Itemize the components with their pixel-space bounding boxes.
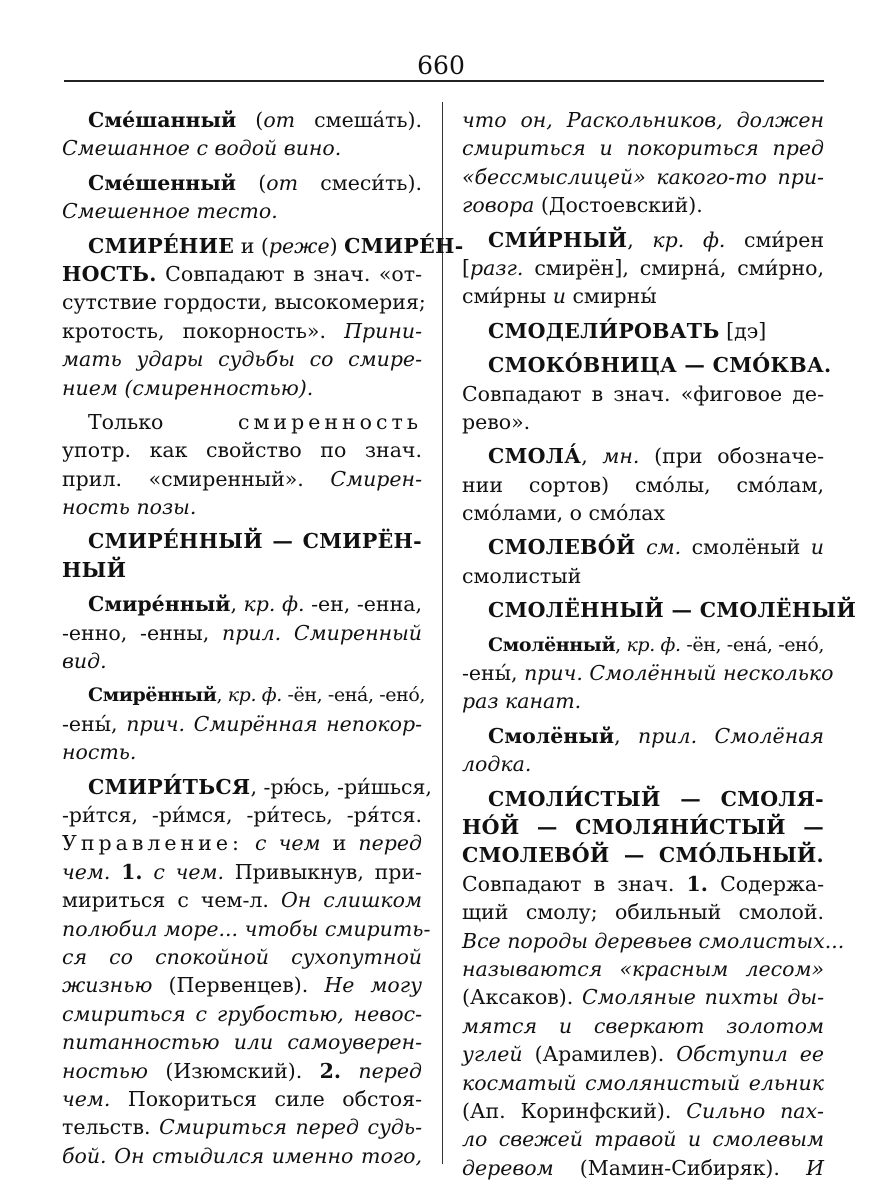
text-run: Привыкнув, при- xyxy=(223,859,422,884)
text-run: Совпадают в знач. xyxy=(462,871,687,896)
text-run: от xyxy=(266,170,299,195)
text-line xyxy=(62,527,422,555)
text-line xyxy=(462,1154,824,1182)
text-line xyxy=(62,436,422,464)
text-run: бой. Он стыдился именно того, xyxy=(62,1143,422,1168)
text-line xyxy=(62,169,422,197)
text-run: 1. xyxy=(121,859,143,884)
text-line xyxy=(62,232,464,260)
text-line xyxy=(462,226,824,254)
text-run: Смолёный xyxy=(488,723,615,748)
text-run: СМИРЕ́ННЫЙ — СМИРЁН- xyxy=(88,529,422,554)
text-run: СМИ́РНЫЙ xyxy=(488,227,628,252)
text-run: , -рю́сь, -ри́шься, xyxy=(250,774,432,799)
text-run: «бессмыслицей» какого-то при- xyxy=(462,164,824,189)
text-run: смирён], смирна́, сми́рно, xyxy=(523,255,824,280)
text-line xyxy=(462,380,824,408)
text-run: [ xyxy=(462,255,470,280)
text-run: , xyxy=(615,633,627,656)
text-run: и xyxy=(320,831,359,856)
text-line xyxy=(462,471,824,499)
text-run: Только xyxy=(88,409,238,434)
text-run: СМИРЕ́Н- xyxy=(344,233,464,258)
text-run: лодка. xyxy=(462,752,532,777)
text-run: кр. ф. xyxy=(243,592,305,617)
text-line xyxy=(62,197,422,225)
text-run: жизнью xyxy=(62,973,153,998)
text-line xyxy=(462,317,824,345)
text-run: кр. ф. xyxy=(626,633,681,656)
text-run: см. xyxy=(646,535,682,560)
text-line xyxy=(62,465,422,493)
text-run xyxy=(636,535,647,559)
text-run: ( xyxy=(236,170,267,195)
text-line xyxy=(462,1040,824,1068)
text-run: косматый смолянистый ельник xyxy=(462,1070,824,1095)
text-line xyxy=(62,374,422,402)
text-line xyxy=(62,317,422,345)
text-run: СМОЛЕВО́Й xyxy=(488,535,636,560)
text-run: Совпадают в знач. «фиговое де- xyxy=(462,381,824,406)
text-run: кр. ф. xyxy=(652,227,726,252)
text-run: (Достоевский). xyxy=(534,193,703,218)
text-run: Совпадают в знач. «от- xyxy=(156,261,422,286)
text-line xyxy=(62,619,422,647)
text-run: от xyxy=(263,108,296,132)
text-run: СМОЛА́ xyxy=(488,444,582,469)
text-run: СМОЛЁННЫЙ — СМОЛЁНЫЙ xyxy=(488,598,857,623)
text-line xyxy=(62,647,422,675)
text-run: мириться с чем-л. xyxy=(62,888,281,913)
text-run: мятся и сверкают золотом xyxy=(462,1013,824,1038)
text-run: вид. xyxy=(62,649,107,674)
text-line xyxy=(62,1057,422,1085)
text-line xyxy=(62,345,422,373)
text-run: НОСТЬ. xyxy=(62,261,157,286)
text-line xyxy=(462,499,824,527)
text-run: перед xyxy=(358,1058,422,1083)
text-run: Смешанное с водой вино. xyxy=(62,136,342,161)
text-line xyxy=(462,687,824,715)
text-run: СМИРИ́ТЬСЯ xyxy=(88,774,251,799)
text-run: смолистый xyxy=(462,563,582,588)
text-run xyxy=(341,1059,358,1083)
text-run: НЫЙ xyxy=(62,557,127,582)
text-line xyxy=(462,1097,824,1125)
text-run: смеси́ть). xyxy=(298,170,422,195)
text-line xyxy=(62,858,422,886)
text-run: [дэ] xyxy=(719,318,767,343)
text-line xyxy=(462,254,824,282)
text-run: кр. ф. xyxy=(227,684,282,707)
text-run: употр. как свойство по знач. xyxy=(62,438,422,463)
text-run: смириться и покориться пред xyxy=(462,136,824,161)
text-run: Смириться перед судь- xyxy=(159,1115,422,1140)
text-line xyxy=(62,943,422,971)
text-run: , xyxy=(581,444,603,469)
text-line xyxy=(62,106,422,134)
text-run: прил. «смиренный». xyxy=(62,466,331,491)
text-line xyxy=(62,1113,422,1141)
text-line xyxy=(62,493,422,521)
text-line xyxy=(462,659,834,687)
text-run: 1. xyxy=(686,871,708,896)
text-line xyxy=(462,750,824,778)
text-run: Сме́шенный xyxy=(88,170,237,195)
text-run: -ены́, xyxy=(462,661,525,686)
text-line xyxy=(62,260,422,288)
text-run: Смирен- xyxy=(330,466,422,491)
text-run: прич. Смолённый несколько xyxy=(524,661,834,686)
text-run: щий смолу; обильный смолой. xyxy=(462,900,824,925)
text-run: ность. xyxy=(62,740,137,765)
text-line xyxy=(462,191,824,219)
text-run: Все породы деревьев смолистых... xyxy=(462,928,845,953)
text-run: Прини- xyxy=(344,318,422,343)
text-run: смолёный xyxy=(681,535,811,560)
text-run: -ри́тся, -ри́мся, -ри́тесь, -ря́тся. xyxy=(62,802,422,827)
text-run: прил. Смолёная xyxy=(637,723,824,748)
text-run: (Аксаков). xyxy=(462,985,582,1010)
text-run xyxy=(243,831,255,855)
text-line xyxy=(62,134,422,162)
text-run: Смолённый xyxy=(488,633,616,656)
text-run: ( xyxy=(236,108,264,132)
text-line xyxy=(462,596,857,624)
text-run: -ен, -енна, xyxy=(304,592,422,617)
text-line xyxy=(462,1125,824,1153)
text-run: прил. Смиренный xyxy=(222,620,422,645)
text-line xyxy=(462,282,824,310)
text-run: (Первенцев). xyxy=(152,973,325,998)
text-run: кротость, покорность». xyxy=(62,318,345,343)
text-run: тельств. xyxy=(62,1115,160,1140)
text-line xyxy=(462,841,824,869)
text-run: мн. xyxy=(602,444,640,469)
text-line xyxy=(62,886,422,914)
text-run: , xyxy=(230,592,244,617)
text-run: НО́Й — СМОЛЯНИ́СТЫЙ — xyxy=(462,814,824,839)
text-run: ) xyxy=(329,233,345,258)
text-line xyxy=(462,927,845,955)
text-line xyxy=(462,134,824,162)
text-run: чем. xyxy=(62,1086,111,1111)
text-line xyxy=(62,1028,422,1056)
text-run: сми́рны xyxy=(462,284,553,309)
text-run: Управление: xyxy=(62,831,243,856)
text-run: раз канат. xyxy=(462,689,582,714)
header-rule xyxy=(64,80,824,82)
text-run: -ены́, xyxy=(62,711,127,736)
text-line xyxy=(462,722,824,750)
text-run: рево». xyxy=(462,409,531,434)
text-line xyxy=(462,870,824,898)
text-run: и ( xyxy=(234,233,269,258)
text-line xyxy=(62,556,422,584)
text-run: Смире́нный xyxy=(88,592,231,617)
text-line xyxy=(462,442,824,470)
text-line xyxy=(462,1012,824,1040)
text-run: говора xyxy=(462,193,535,218)
text-run: -ён, -ена́, -ено́, xyxy=(680,633,824,656)
text-run: Смешенное тесто. xyxy=(62,199,278,224)
text-run: (Изюмский). xyxy=(147,1058,320,1083)
text-run: 2. xyxy=(319,1058,342,1083)
text-run: Смирённый xyxy=(88,684,217,707)
text-run: нии сортов) смо́лы, смо́лам, xyxy=(462,472,824,497)
text-line xyxy=(62,738,422,766)
text-run: ло свежей травой и смолевым xyxy=(462,1127,824,1152)
text-run: Не могу xyxy=(324,973,422,998)
text-run: сми́рен xyxy=(725,227,824,252)
text-run: (Ап. Коринфский). xyxy=(462,1098,687,1123)
text-run: полюбил море... чтобы смирить- xyxy=(62,916,431,941)
text-line xyxy=(462,351,832,379)
text-run: смо́лами, о смо́лах xyxy=(462,501,666,526)
text-run: , xyxy=(627,227,653,252)
text-run: (Арамилев). xyxy=(522,1042,677,1067)
text-run: прич. Смирённая непокор- xyxy=(126,711,422,736)
text-line xyxy=(462,533,824,561)
text-line xyxy=(62,710,422,738)
text-line xyxy=(62,288,426,316)
text-run: смириться с грубостью, невос- xyxy=(62,1001,422,1026)
text-run xyxy=(143,860,154,884)
text-run: что он, Раскольников, должен xyxy=(462,108,824,132)
text-run: смирны́ xyxy=(565,284,657,309)
text-run: с чем. xyxy=(153,859,224,884)
text-line xyxy=(62,408,422,436)
text-run: ность позы. xyxy=(62,495,197,520)
text-run: Смоляные пихты ды- xyxy=(581,985,825,1010)
text-line xyxy=(62,773,432,801)
text-run: с чем xyxy=(255,831,321,856)
text-line xyxy=(462,163,824,191)
text-run: ся со спокойной сухопутной xyxy=(62,944,422,969)
text-line xyxy=(62,681,426,709)
text-run: -енно, -енны, xyxy=(62,620,223,645)
text-line xyxy=(62,829,422,857)
text-line xyxy=(62,915,431,943)
text-run: называются «красным лесом» xyxy=(462,956,824,981)
text-line xyxy=(62,801,422,829)
text-run: , xyxy=(216,684,228,707)
text-run: углей xyxy=(462,1042,523,1067)
text-run: ностью xyxy=(62,1058,148,1083)
text-run: Обступил ее xyxy=(676,1042,824,1067)
text-run: нием (смиренностью). xyxy=(62,375,314,400)
text-run: реже xyxy=(268,233,330,258)
text-run xyxy=(110,860,121,884)
text-run: деревом xyxy=(462,1155,554,1180)
text-run: и xyxy=(552,284,566,309)
text-run: -ён, -ена́, -ено́, xyxy=(281,684,426,707)
text-run: СМОЛИ́СТЫЙ — СМОЛЯ- xyxy=(488,786,824,811)
text-line xyxy=(462,408,824,436)
text-run: СМОЛЕВО́Й — СМО́ЛЬНЫЙ. xyxy=(462,843,824,868)
text-run: питанностью или самоуверен- xyxy=(62,1030,422,1055)
text-run: Содержа- xyxy=(707,871,824,896)
text-line xyxy=(462,785,824,813)
text-run: разг. xyxy=(470,255,524,280)
text-run: , xyxy=(614,723,638,748)
text-line xyxy=(462,983,824,1011)
page-number: 660 xyxy=(417,51,465,80)
text-line xyxy=(462,631,824,659)
text-line xyxy=(62,971,422,999)
text-line xyxy=(462,106,824,134)
column-divider xyxy=(442,102,443,1164)
text-line xyxy=(62,590,422,618)
text-line xyxy=(62,1000,422,1028)
text-line xyxy=(62,1085,422,1113)
text-run: СМОДЕЛИ́РОВАТЬ xyxy=(488,318,720,343)
text-run: и xyxy=(810,535,824,560)
right-column xyxy=(462,106,857,1182)
text-run: сутствие гордости, высокомерия; xyxy=(62,290,426,315)
text-run: смиренность xyxy=(238,409,422,434)
text-run: (при обозначе- xyxy=(639,444,824,469)
text-run: И xyxy=(806,1155,824,1180)
text-run: Сме́шанный xyxy=(88,108,237,132)
text-run: Сильно пах- xyxy=(686,1098,824,1123)
text-line xyxy=(462,813,824,841)
text-run: чем. xyxy=(62,859,111,884)
text-run: Покориться силе обстоя- xyxy=(110,1086,422,1111)
text-run: (Мамин-Сибиряк). xyxy=(553,1155,807,1180)
text-line xyxy=(462,898,824,926)
text-run: СМОКО́ВНИЦА — СМО́КВА. xyxy=(488,353,832,378)
text-run: смеша́ть). xyxy=(295,108,423,132)
text-line xyxy=(462,955,824,983)
text-run: перед xyxy=(358,831,422,856)
text-run: СМИРЕ́НИЕ xyxy=(88,233,235,258)
left-column xyxy=(62,106,464,1170)
text-line xyxy=(462,562,824,590)
text-run: мать удары судьбы со смире- xyxy=(62,347,422,372)
text-line xyxy=(62,1142,422,1170)
text-run: Он слишком xyxy=(280,888,422,913)
text-line xyxy=(462,1069,824,1097)
